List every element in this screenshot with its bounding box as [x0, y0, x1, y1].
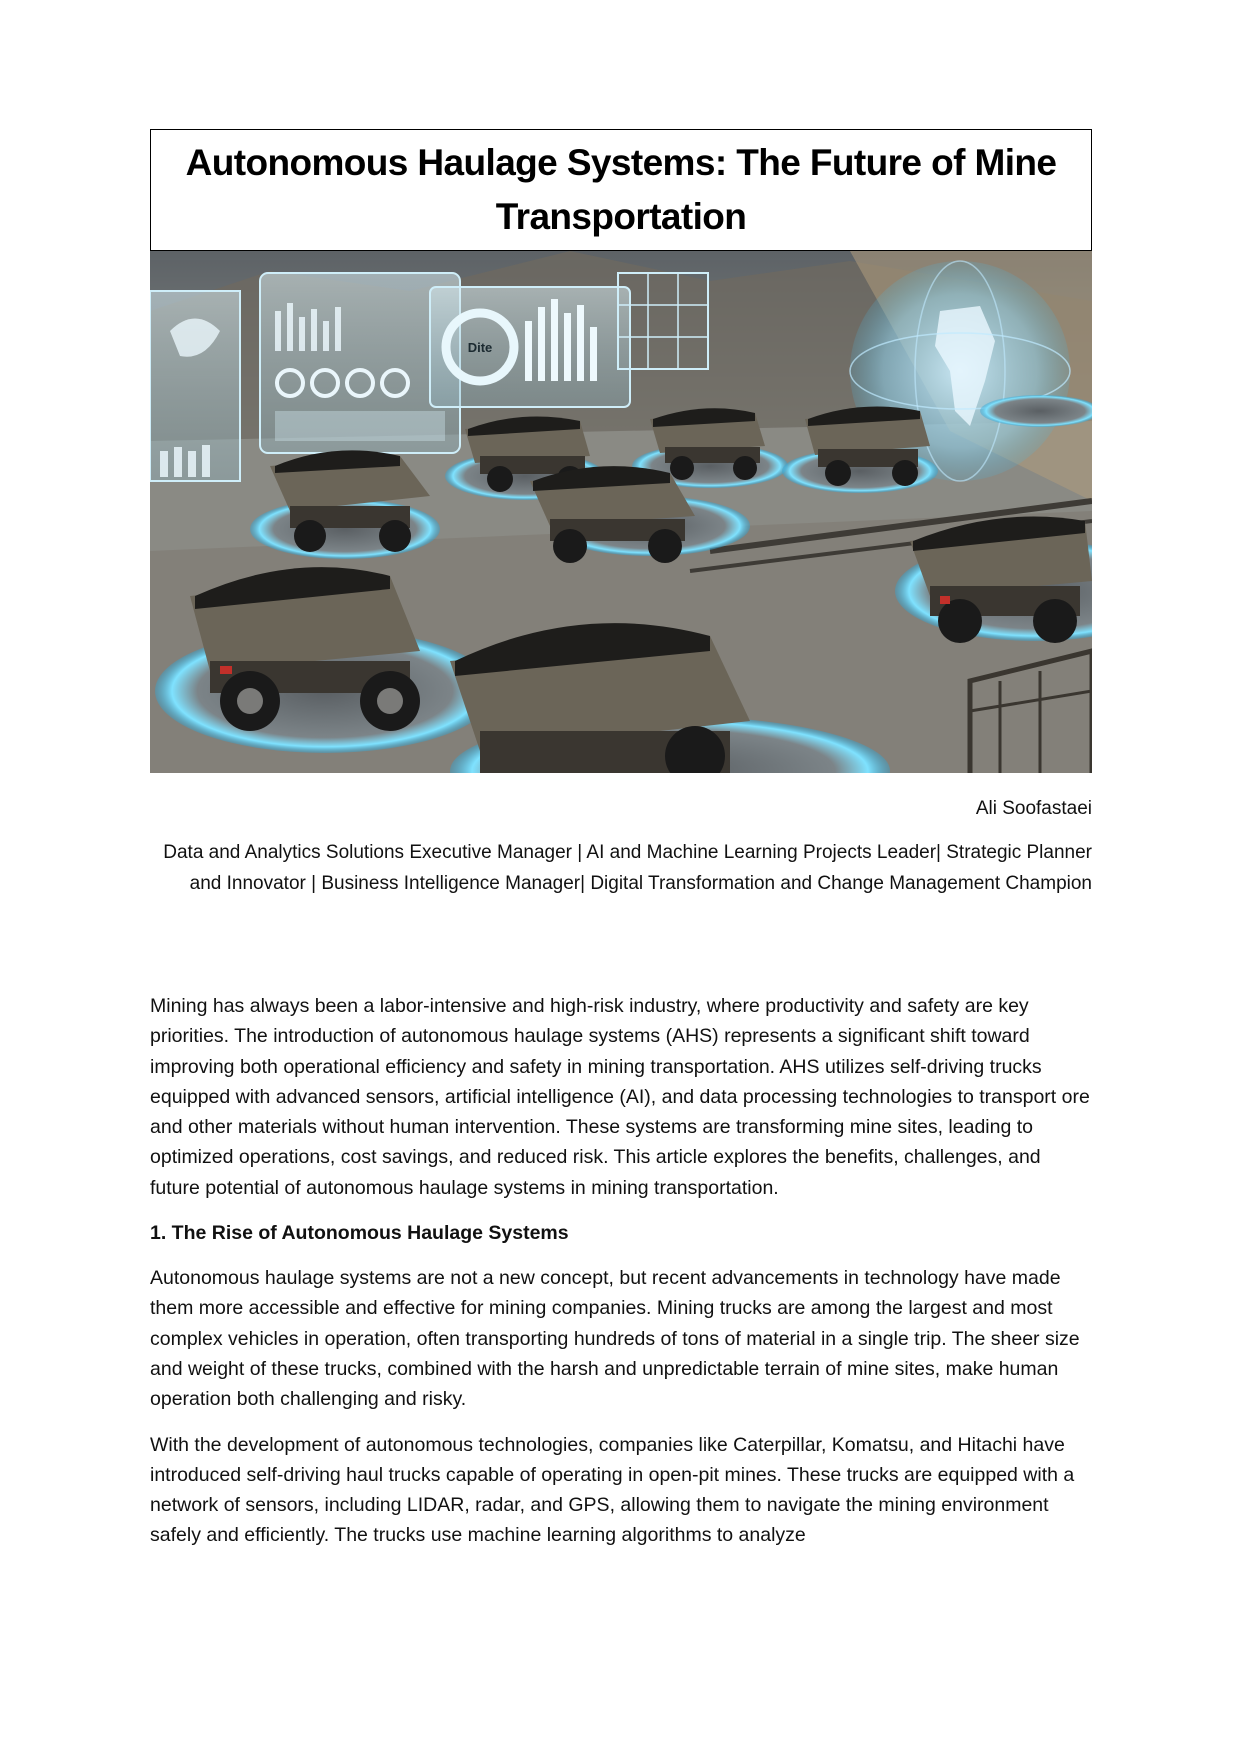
title-box	[150, 129, 1092, 251]
section-paragraph-2: With the development of autonomous technologies, companies like Caterpillar, Komatsu, and Hitachi have introduced self-driving haul trucks capable of operating in open-pit mines. These trucks are equipped with a network of sensors, including LIDAR, radar, and GPS, allowing them to navigate the mining environment safely and efficiently. The trucks use machine learning algorithms to analyze	[150, 1433, 1075, 1547]
author-bio: Data and Analytics Solutions Executive Manager | AI and Machine Learning Projects Leader| Strategic Planner and Innovator | Business Intelligence Manager| Digital Transformation and Change Management Champion	[163, 842, 1092, 894]
autonomous-haul-trucks-illustration-icon	[150, 251, 1092, 773]
page-title: Autonomous Haulage Systems: The Future of Mine Transportation	[185, 142, 1057, 237]
section-paragraph-1: Autonomous haulage systems are not a new concept, but recent advancements in technology have made them more accessible and effective for mining companies. Mining trucks are among the largest and most complex vehicles in operation, often transporting hundreds of tons of material in a single trip. The sheer size and weight of these trucks, combined with the harsh and unpredictable terrain of mine sites, make human operation both challenging and risky.	[150, 1267, 1080, 1411]
article-body	[150, 991, 1095, 1566]
section-heading: 1. The Rise of Autonomous Haulage Systems	[150, 1222, 569, 1245]
hero-image	[150, 251, 1092, 773]
author-name: Ali Soofastaei	[975, 798, 1092, 819]
intro-paragraph: Mining has always been a labor-intensive and high-risk industry, where productivity and safety are key priorities. The introduction of autonomous haulage systems (AHS) represents a significant shift toward improving both operational efficiency and safety in mining transportation. AHS utilizes self-driving trucks equipped with advanced sensors, artificial intelligence (AI), and data processing technologies to transport ore and other materials without human intervention. These systems are transforming mine sites, leading to optimized operations, cost savings, and reduced risk. This article explores the benefits, challenges, and future potential of autonomous haulage systems in mining transportation.	[150, 995, 1090, 1199]
panel-label: Dite	[467, 340, 493, 355]
